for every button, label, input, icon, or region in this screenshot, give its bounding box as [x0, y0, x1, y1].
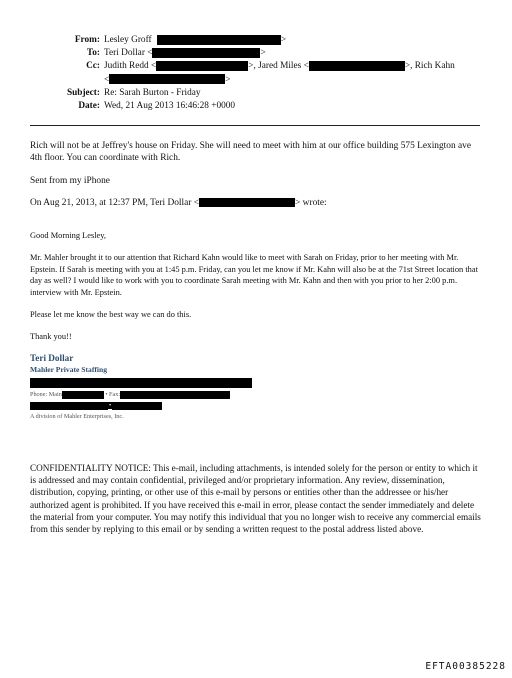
signature-block	[30, 352, 482, 423]
cc-name-rich: >, Rich Kahn	[404, 61, 455, 72]
angle-close: >	[225, 74, 231, 85]
redaction-box	[109, 74, 225, 84]
signature-company: Mahler Private Staffing	[30, 365, 108, 374]
phone-label: Phone: Main	[30, 391, 62, 398]
reply-paragraph: Rich will not be at Jeffrey's house on Friday. She will need to meet with him at our office building 575 Lexington ave 4th floor. You can coordinate with Rich.	[30, 141, 472, 164]
signature-name: Teri Dollar	[30, 353, 74, 363]
redaction-box	[199, 198, 295, 207]
to-label: To:	[86, 48, 100, 59]
quoted-ask: Please let me know the best way we can do this.	[30, 310, 192, 319]
redaction-box	[62, 391, 104, 399]
redaction-box	[112, 402, 162, 410]
cc-name-jared: >, Jared Miles <	[248, 61, 309, 72]
to-name: Teri Dollar <	[104, 48, 153, 59]
bullet-glyph: •	[109, 402, 112, 409]
cc-name-judith: Judith Redd <	[104, 61, 157, 72]
signature-contact-row	[30, 400, 482, 410]
sent-from-line: Sent from my iPhone	[30, 176, 110, 186]
confidentiality-notice: CONFIDENTIALITY NOTICE: This e-mail, including attachments, is intended solely for the person or entity to which it is addressed and may contain confidential, privileged and/or proprietary information. Any review, dissemination, distribution, copying, printing, or other use of this e-mail by persons or entities other than the addressee or his/her authorized agent is prohibited. If you have received this e-mail in error, please contact the sender immediately and delete the material from your computer. You may notify this individual that you no longer wish to receive any commercial emails from this sender by replying to this email or by sending a written request to the postal address listed above.	[30, 463, 481, 535]
quoted-thanks: Thank you!!	[30, 332, 72, 341]
signature-division: A division of Mahler Enterprises, Inc.	[30, 413, 124, 420]
quote-intro: On Aug 21, 2013, at 12:37 PM, Teri Dollar < > wrote:	[30, 198, 327, 208]
from-name: Lesley Groff	[104, 35, 152, 45]
document-id: EFTA00385228	[425, 661, 506, 672]
subject-value: Re: Sarah Burton - Friday	[104, 87, 201, 98]
redaction-box	[309, 61, 405, 71]
date-value: Wed, 21 Aug 2013 16:46:28 +0000	[104, 100, 236, 111]
redaction-box	[30, 378, 252, 388]
redaction-box	[30, 402, 108, 410]
cc-label: Cc:	[86, 61, 100, 72]
redaction-box	[156, 61, 248, 71]
quoted-greeting: Good Morning Lesley,	[30, 231, 106, 240]
angle-close: >	[260, 48, 266, 59]
redaction-box	[120, 391, 230, 399]
date-label: Date:	[78, 100, 100, 111]
subject-label: Subject:	[66, 87, 100, 98]
header-divider	[30, 125, 480, 126]
from-label: From:	[74, 35, 100, 45]
redaction-box	[152, 48, 260, 58]
angle-close: >	[280, 35, 287, 45]
redaction-box	[157, 35, 281, 45]
signature-phone-row	[30, 389, 482, 400]
quoted-paragraph: Mr. Mahler brought it to our attention that Richard Kahn would like to meet with Sarah on Friday, prior to her meeting with Mr. Epstein. If Sarah is meeting with you at 1:45 p.m. Friday, can you let me know if Mr. Kahn will also be at the 71st Street location that day as well? I would like to work with you to coordinate Sarah meeting with Mr. Kahn and then with you prior to her 2:00 p.m. interview with Mr. Epstein.	[30, 253, 478, 297]
angle-open: <	[104, 74, 110, 85]
fax-label: • Fax:	[105, 391, 121, 398]
